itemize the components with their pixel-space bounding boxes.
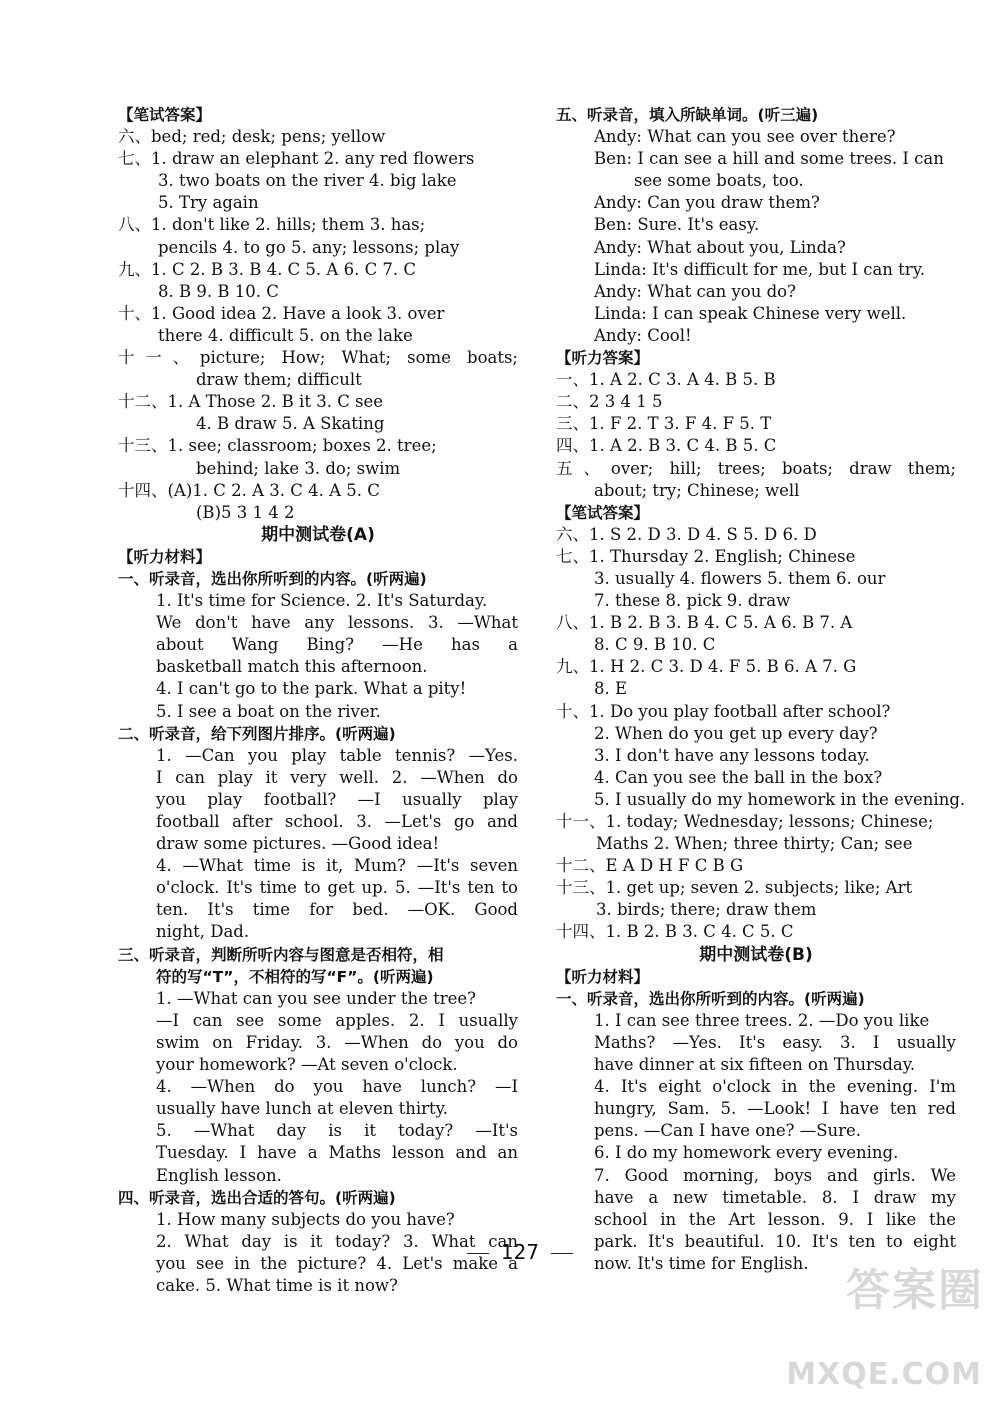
text-line: Maths? —Yes. It's easy. 3. I usually [594, 1032, 956, 1052]
text-line: ten. It's time for bed. —OK. Good [156, 900, 518, 920]
watermark-logo [788, 1250, 988, 1400]
text-line: 期中测试卷(A) [261, 524, 375, 545]
text-line: 符的写“T”，不相符的写“F”。(听两遍) [156, 967, 434, 986]
text-line: night, Dad. [156, 922, 250, 942]
text-line: 6. I do my homework every evening. [594, 1143, 899, 1163]
text-line: 三、听录音，判断所听内容与图意是否相符，相 [118, 945, 444, 964]
text-line: 3. birds; there; draw them [596, 900, 817, 920]
text-line: 8. B 9. B 10. C [158, 281, 279, 301]
text-line: 十二、E A D H F C B G [556, 856, 744, 876]
text-line: 一、听录音，选出你所听到的内容。(听两遍) [556, 989, 865, 1008]
text-line: 4. —When do you have lunch? —I [156, 1077, 518, 1097]
page-number [440, 1240, 600, 1264]
text-line: about; try; Chinese; well [594, 480, 800, 500]
text-line: We don't have any lessons. 3. —What [156, 613, 518, 633]
text-line: 【笔试答案】 [118, 106, 212, 124]
text-line: 九、1. C 2. B 3. B 4. C 5. A 6. C 7. C [118, 259, 417, 279]
text-line: 1. —Can you play table tennis? —Yes. [156, 745, 518, 765]
text-line: o'clock. It's time to get up. 5. —It's ten to [156, 878, 518, 898]
text-line: 六、1. S 2. D 3. D 4. S 5. D 6. D [556, 524, 817, 544]
text-line: (B)5 3 1 4 2 [196, 502, 295, 522]
text-line: 1. It's time for Science. 2. It's Saturday. [156, 591, 488, 611]
text-line: usually have lunch at eleven thirty. [156, 1099, 449, 1119]
text-line: 5. —What day is it today? —It's [156, 1121, 518, 1141]
text-line: behind; lake 3. do; swim [196, 458, 401, 478]
text-line: school in the Art lesson. 9. I like the [594, 1209, 956, 1229]
text-line: 十三、1. get up; seven 2. subjects; like; Art [556, 878, 913, 898]
text-line: 1. —What can you see under the tree? [156, 988, 476, 1008]
text-line: 八、1. B 2. B 3. B 4. C 5. A 6. B 7. A [556, 613, 853, 633]
text-line: 1. How many subjects do you have? [156, 1209, 455, 1229]
text-line: 六、bed; red; desk; pens; yellow [118, 127, 386, 147]
text-line: Andy: What about you, Linda? [594, 237, 846, 257]
text-line: 十、1. Do you play football after school? [556, 701, 891, 721]
text-line: 8. C 9. B 10. C [594, 635, 716, 655]
text-line: 3. two boats on the river 4. big lake [158, 171, 457, 191]
text-line: 八、1. don't like 2. hills; them 3. has; [118, 215, 426, 235]
text-line: Andy: Can you draw them? [594, 193, 820, 213]
text-line: 期中测试卷(B) [699, 944, 813, 965]
text-line: 十四、1. B 2. B 3. C 4. C 5. C [556, 922, 794, 942]
text-line: 2. What day is it today? 3. What can [156, 1231, 518, 1251]
text-line: you see in the picture? 4. Let's make a [156, 1253, 518, 1273]
text-line: 【听力材料】 [118, 547, 212, 566]
text-line: 8. E [594, 679, 628, 699]
text-line: cake. 5. What time is it now? [156, 1275, 398, 1295]
text-line: pens. —Can I have one? —Sure. [594, 1121, 862, 1141]
text-line: your homework? —At seven o'clock. [156, 1055, 458, 1075]
text-line: Andy: Cool! [594, 325, 692, 345]
text-line: 三、1. F 2. T 3. F 4. F 5. T [556, 414, 772, 434]
text-line: 十四、(A)1. C 2. A 3. C 4. A 5. C [118, 480, 380, 500]
text-line: 【笔试答案】 [556, 503, 650, 522]
text-line: swim on Friday. 3. —When do you do [156, 1032, 518, 1052]
dash-right [551, 1253, 573, 1254]
text-line: Linda: It's difficult for me, but I can try. [594, 259, 926, 279]
text-line: 4. —What time is it, Mum? —It's seven [156, 856, 518, 876]
watermark-bottom-text: MXQE.COM [786, 1357, 982, 1392]
text-line: 二、2 3 4 1 5 [556, 392, 663, 412]
text-line: Ben: Sure. It's easy. [594, 215, 760, 235]
text-line: 7. Good morning, boys and girls. We [594, 1165, 956, 1185]
text-line: 5. I usually do my homework in the evening. [594, 789, 966, 809]
text-line: 四、1. A 2. B 3. C 4. B 5. C [556, 436, 777, 456]
text-line: 2. When do you get up every day? [594, 723, 878, 743]
text-line: 九、1. H 2. C 3. D 4. F 5. B 6. A 7. G [556, 657, 857, 677]
text-line: 3. usually 4. flowers 5. them 6. our [594, 568, 886, 588]
text-line: 【听力答案】 [556, 349, 650, 368]
text-line: 5. I see a boat on the river. [156, 701, 381, 721]
text-line: 1. I can see three trees. 2. —Do you like [594, 1010, 930, 1030]
text-line: football after school. 3. —Let's go and [156, 812, 518, 831]
text-line: 二、听录音，给下列图片排序。(听两遍) [118, 724, 396, 743]
text-line: Linda: I can speak Chinese very well. [594, 303, 907, 323]
text-line: draw some pictures. —Good idea! [156, 834, 440, 854]
text-line: 5. Try again [158, 193, 259, 213]
text-line: draw them; difficult [196, 370, 362, 390]
text-line: 一、听录音，选出你所听到的内容。(听两遍) [118, 569, 427, 588]
text-line: Ben: I can see a hill and some trees. I can [594, 149, 944, 169]
text-line: 五、over; hill; trees; boats; draw them; [556, 458, 956, 478]
text-line: 一、1. A 2. C 3. A 4. B 5. B [556, 370, 776, 390]
text-line: 十、1. Good idea 2. Have a look 3. over [118, 303, 445, 323]
text-line: I can play it very well. 2. —When do [156, 767, 518, 787]
text-line: Andy: What can you do? [594, 281, 796, 301]
text-line: see some boats, too. [634, 171, 804, 191]
text-line: about Wang Bing? —He has a [156, 635, 518, 655]
text-line: 7. these 8. pick 9. draw [594, 591, 791, 611]
text-line: 十一、picture; How; What; some boats; [118, 348, 518, 368]
text-line: 十一、1. today; Wednesday; lessons; Chinese; [556, 812, 934, 831]
text-line: 4. Can you see the ball in the box? [594, 767, 883, 787]
text-line: 五、听录音，填入所缺单词。(听三遍) [556, 106, 819, 124]
text-line: 4. B draw 5. A Skating [196, 414, 385, 434]
text-line: 4. I can't go to the park. What a pity! [156, 679, 467, 699]
watermark-top-text: 答案圈 [846, 1265, 984, 1316]
left-column [118, 104, 518, 1297]
text-line: 七、1. Thursday 2. English; Chinese [556, 546, 856, 566]
text-line: have a new timetable. 8. I draw my [594, 1187, 956, 1207]
text-line: Andy: What can you see over there? [594, 127, 896, 147]
text-line: now. It's time for English. [594, 1253, 809, 1273]
page-number-text: 127 [500, 1240, 540, 1264]
text-line: Tuesday. I have a Maths lesson and an [156, 1143, 518, 1163]
text-line: 十三、1. see; classroom; boxes 2. tree; [118, 436, 437, 456]
text-line: English lesson. [156, 1165, 282, 1185]
text-line: 【听力材料】 [556, 967, 650, 986]
text-line: hungry, Sam. 5. —Look! I have ten red [594, 1099, 956, 1119]
text-line: you play football? —I usually play [156, 789, 518, 809]
text-line: —I can see some apples. 2. I usually [156, 1010, 518, 1030]
text-line: Maths 2. When; three thirty; Can; see [596, 834, 913, 854]
text-line: 3. I don't have any lessons today. [594, 745, 870, 765]
dash-left [467, 1253, 489, 1254]
text-line: 七、1. draw an elephant 2. any red flowers [118, 149, 475, 169]
text-line: park. It's beautiful. 10. It's ten to eight [594, 1231, 956, 1251]
text-line: have dinner at six fifteen on Thursday. [594, 1055, 916, 1075]
right-column [556, 104, 966, 1275]
text-line: pencils 4. to go 5. any; lessons; play [158, 237, 460, 257]
text-line: 十二、1. A Those 2. B it 3. C see [118, 392, 384, 412]
text-line: basketball match this afternoon. [156, 657, 428, 677]
text-line: there 4. difficult 5. on the lake [158, 325, 413, 345]
text-line: 4. It's eight o'clock in the evening. I'm [594, 1077, 956, 1097]
text-line: 四、听录音，选出合适的答句。(听两遍) [118, 1188, 396, 1207]
